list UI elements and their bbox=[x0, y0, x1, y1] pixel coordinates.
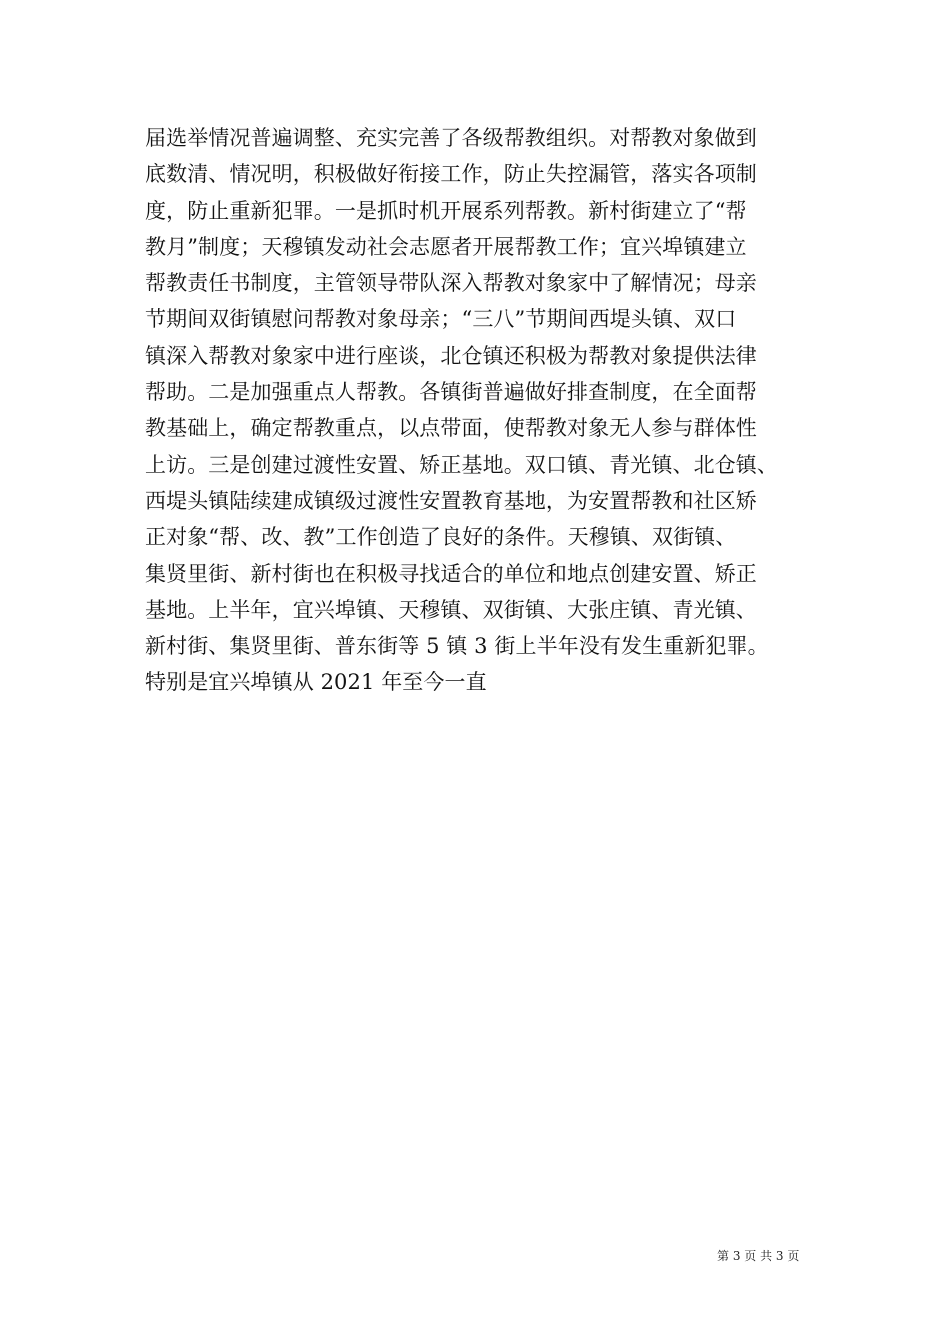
text-line: 节期间双街镇慰问帮教对象母亲；“三八”节期间西堤头镇、双口 bbox=[145, 307, 737, 332]
text-line: 正对象“帮、改、教”工作创造了良好的条件。天穆镇、双街镇、 bbox=[145, 525, 737, 550]
text-line: 西堤头镇陆续建成镇级过渡性安置教育基地，为安置帮教和社区矫 bbox=[145, 488, 757, 513]
text-line: 教基础上，确定帮教重点，以点带面，使帮教对象无人参与群体性 bbox=[145, 416, 757, 441]
text-line: 新村街、集贤里街、普东街等 5 镇 3 街上半年没有发生重新犯罪。 bbox=[145, 634, 769, 659]
text-line: 届选举情况普遍调整、充实完善了各级帮教组织。对帮教对象做到 bbox=[145, 126, 757, 150]
text-line: 帮教责任书制度，主管领导带队深入帮教对象家中了解情况；母亲 bbox=[145, 271, 757, 296]
text-line: 集贤里街、新村街也在积极寻找适合的单位和地点创建安置、矫正 bbox=[145, 561, 757, 586]
text-line: 特别是宜兴埠镇从 2021 年至今一直 bbox=[145, 670, 487, 695]
text-line: 上访。三是创建过渡性安置、矫正基地。双口镇、青光镇、北仓镇、 bbox=[145, 452, 778, 477]
text-line: 基地。上半年，宜兴埠镇、天穆镇、双街镇、大张庄镇、青光镇、 bbox=[145, 597, 757, 622]
page-number-footer: 第 3 页 共 3 页 bbox=[717, 1249, 800, 1263]
text-line: 镇深入帮教对象家中进行座谈，北仓镇还积极为帮教对象提供法律 bbox=[145, 343, 757, 368]
text-line: 帮助。二是加强重点人帮教。各镇街普遍做好排查制度，在全面帮 bbox=[145, 380, 757, 405]
text-line: 度，防止重新犯罪。一是抓时机开展系列帮教。新村街建立了“帮 bbox=[145, 198, 747, 223]
body-paragraph bbox=[145, 120, 815, 701]
text-line: 教月”制度；天穆镇发动社会志愿者开展帮教工作；宜兴埠镇建立 bbox=[145, 234, 747, 259]
text-line: 底数清、情况明，积极做好衔接工作，防止失控漏管，落实各项制 bbox=[145, 162, 757, 187]
